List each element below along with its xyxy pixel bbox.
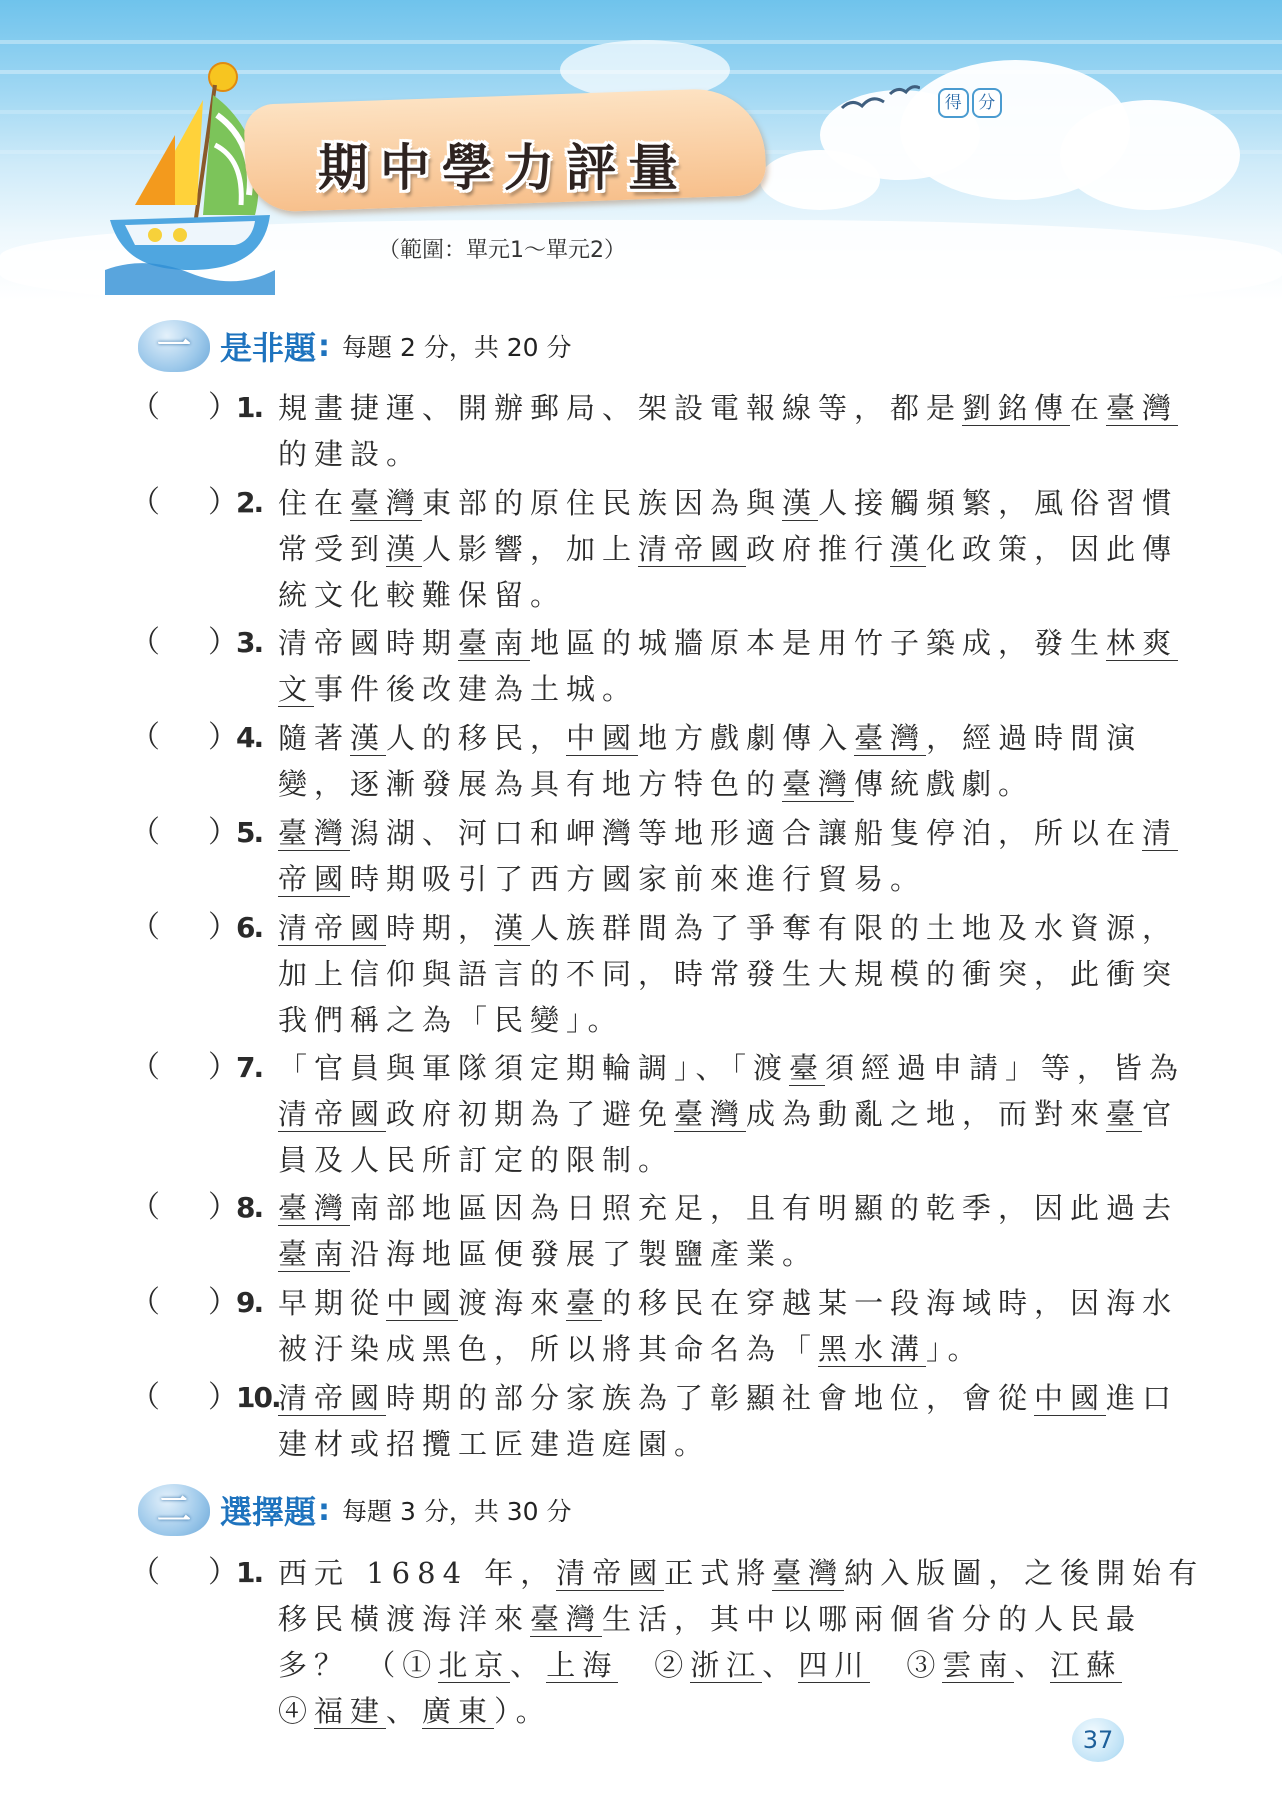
answer-blank-close: ） bbox=[208, 910, 238, 945]
answer-blank-close: ） bbox=[208, 1285, 238, 1320]
proper-noun-underline: 臺南 bbox=[278, 1237, 351, 1271]
score-badge bbox=[938, 88, 1002, 118]
question-line: 加上信仰與語言的不同，時常發生大規模的衝突，此衝突 bbox=[278, 957, 1179, 991]
answer-blank-close: ） bbox=[208, 1190, 238, 1225]
question-text bbox=[278, 385, 1274, 477]
page-header bbox=[0, 0, 1282, 300]
proper-noun-underline: 漢 bbox=[350, 721, 387, 755]
section-colon: : bbox=[318, 328, 331, 364]
question-text bbox=[278, 1375, 1274, 1467]
proper-noun-underline: 劉銘傳 bbox=[962, 391, 1071, 425]
answer-blank-open[interactable]: （ bbox=[130, 1285, 160, 1320]
question-text bbox=[278, 1280, 1274, 1372]
question-line: 的建設。 bbox=[278, 437, 423, 471]
answer-blank-open[interactable]: （ bbox=[130, 1190, 160, 1225]
question-line: 變，逐漸發展為具有地方特色的臺灣傳統戲劇。 bbox=[278, 767, 1035, 801]
answer-blank-close: ） bbox=[208, 1555, 238, 1590]
proper-noun-underline: 四川 bbox=[798, 1648, 871, 1682]
question-line: 清帝國時期的部分家族為了彰顯社會地位，會從中國進口 bbox=[278, 1381, 1179, 1415]
proper-noun-underline: 文 bbox=[278, 672, 315, 706]
proper-noun-underline: 中國 bbox=[566, 721, 639, 755]
answer-blank-close: ） bbox=[208, 1050, 238, 1085]
question-number: 1. bbox=[236, 391, 263, 424]
question-line: 我們稱之為「民變」。 bbox=[278, 1003, 624, 1037]
shell-icon bbox=[138, 320, 210, 372]
proper-noun-underline: 雲南 bbox=[942, 1648, 1015, 1682]
proper-noun-underline: 清帝國 bbox=[638, 532, 747, 566]
answer-blank-close: ） bbox=[208, 1380, 238, 1415]
question-number: 6. bbox=[236, 911, 263, 944]
proper-noun-underline: 上海 bbox=[546, 1648, 619, 1682]
question-number: 4. bbox=[236, 721, 263, 754]
question-line: 常受到漢人影響，加上清帝國政府推行漢化政策，因此傳 bbox=[278, 532, 1179, 566]
answer-blank-close: ） bbox=[208, 720, 238, 755]
score-label-char: 得 bbox=[938, 88, 969, 118]
question-line: 臺灣潟湖、河口和岬灣等地形適合讓船隻停泊，所以在清 bbox=[278, 816, 1179, 850]
shell-icon bbox=[138, 1484, 210, 1536]
question-number: 1. bbox=[236, 1556, 263, 1589]
question-line: 臺南沿海地區便發展了製鹽產業。 bbox=[278, 1237, 819, 1271]
range-subtitle: （範圍：單元1～單元2） bbox=[378, 238, 626, 263]
section-title: 是非題 bbox=[220, 329, 317, 367]
answer-blank-close: ） bbox=[208, 485, 238, 520]
question-line: 建材或招攬工匠建造庭園。 bbox=[278, 1427, 711, 1461]
question-line: 規畫捷運、開辦郵局、架設電報線等，都是劉銘傳在臺灣 bbox=[278, 391, 1179, 425]
answer-blank-open[interactable]: （ bbox=[130, 390, 160, 425]
question-line: 清帝國時期臺南地區的城牆原本是用竹子築成，發生林爽 bbox=[278, 626, 1179, 660]
question-line: 文事件後改建為土城。 bbox=[278, 672, 639, 706]
section-scoring-note: 每題 2 分，共 20 分 bbox=[342, 333, 572, 362]
question-text bbox=[278, 715, 1274, 807]
proper-noun-underline: 中國 bbox=[386, 1286, 459, 1320]
proper-noun-underline: 北京 bbox=[438, 1648, 511, 1682]
cloud bbox=[760, 150, 880, 210]
page-title: 期中學力評量 bbox=[318, 139, 690, 197]
section-number: 二 bbox=[157, 1490, 191, 1530]
proper-noun-underline: 臺灣 bbox=[854, 721, 927, 755]
answer-blank-open[interactable]: （ bbox=[130, 910, 160, 945]
proper-noun-underline: 漢 bbox=[386, 532, 423, 566]
answer-blank-open[interactable]: （ bbox=[130, 720, 160, 755]
answer-blank-close: ） bbox=[208, 390, 238, 425]
question-number: 7. bbox=[236, 1051, 263, 1084]
section-multiple-choice-header bbox=[138, 1482, 572, 1538]
answer-blank-open[interactable]: （ bbox=[130, 1050, 160, 1085]
proper-noun-underline: 帝國 bbox=[278, 862, 351, 896]
section-number: 一 bbox=[157, 326, 191, 366]
question-line: 臺灣南部地區因為日照充足，且有明顯的乾季，因此過去 bbox=[278, 1191, 1179, 1225]
question-text bbox=[278, 810, 1274, 902]
score-label-char: 分 bbox=[972, 88, 1003, 118]
question-line: 被汙染成黑色，所以將其命名為「黑水溝」。 bbox=[278, 1332, 984, 1366]
proper-noun-underline: 林爽 bbox=[1106, 626, 1179, 660]
question-line: 員及人民所訂定的限制。 bbox=[278, 1143, 675, 1177]
proper-noun-underline: 臺灣 bbox=[350, 486, 423, 520]
section-title: 選擇題 bbox=[220, 1493, 317, 1531]
answer-blank-open[interactable]: （ bbox=[130, 625, 160, 660]
question-text bbox=[278, 905, 1274, 1043]
question-line: 西元 1684 年，清帝國正式將臺灣納入版圖，之後開始有 bbox=[278, 1556, 1205, 1590]
proper-noun-underline: 廣東 bbox=[422, 1694, 495, 1728]
question-line: 移民橫渡海洋來臺灣生活，其中以哪兩個省分的人民最 bbox=[278, 1602, 1143, 1636]
proper-noun-underline: 漢 bbox=[782, 486, 819, 520]
question-line: 早期從中國渡海來臺的移民在穿越某一段海域時，因海水 bbox=[278, 1286, 1179, 1320]
proper-noun-underline: 福建 bbox=[314, 1694, 387, 1728]
question-number: 10. bbox=[236, 1381, 280, 1414]
proper-noun-underline: 漢 bbox=[890, 532, 927, 566]
question-line: ④福建、廣東）。 bbox=[278, 1694, 552, 1728]
proper-noun-underline: 清帝國 bbox=[278, 1097, 387, 1131]
answer-blank-open[interactable]: （ bbox=[130, 1380, 160, 1415]
birds-icon bbox=[840, 80, 920, 120]
proper-noun-underline: 臺灣 bbox=[278, 1191, 351, 1225]
question-text bbox=[278, 620, 1274, 712]
question-text bbox=[278, 480, 1274, 618]
question-line: 統文化較難保留。 bbox=[278, 578, 567, 612]
proper-noun-underline: 江蘇 bbox=[1050, 1648, 1123, 1682]
answer-blank-open[interactable]: （ bbox=[130, 1555, 160, 1590]
proper-noun-underline: 黑水溝 bbox=[818, 1332, 927, 1366]
question-number: 3. bbox=[236, 626, 263, 659]
question-text bbox=[278, 1185, 1274, 1277]
answer-blank-close: ） bbox=[208, 815, 238, 850]
question-line: 多？ （①北京、上海 ②浙江、四川 ③雲南、江蘇 bbox=[278, 1648, 1123, 1682]
question-line: 隨著漢人的移民，中國地方戲劇傳入臺灣，經過時間演 bbox=[278, 721, 1143, 755]
proper-noun-underline: 臺灣 bbox=[674, 1097, 747, 1131]
proper-noun-underline: 浙江 bbox=[690, 1648, 763, 1682]
proper-noun-underline: 臺灣 bbox=[782, 767, 855, 801]
proper-noun-underline: 臺灣 bbox=[772, 1556, 845, 1590]
proper-noun-underline: 臺 bbox=[1106, 1097, 1143, 1131]
proper-noun-underline: 清 bbox=[1142, 816, 1179, 850]
section-true-false-header bbox=[138, 318, 572, 374]
proper-noun-underline: 臺灣 bbox=[278, 816, 351, 850]
question-number: 5. bbox=[236, 816, 263, 849]
proper-noun-underline: 臺 bbox=[789, 1051, 826, 1085]
question-number: 2. bbox=[236, 486, 263, 519]
proper-noun-underline: 清帝國 bbox=[278, 911, 387, 945]
question-text bbox=[278, 1045, 1274, 1183]
answer-blank-open[interactable]: （ bbox=[130, 815, 160, 850]
proper-noun-underline: 臺灣 bbox=[1106, 391, 1179, 425]
question-text bbox=[278, 1550, 1274, 1734]
question-number: 9. bbox=[236, 1286, 263, 1319]
question-line: 帝國時期吸引了西方國家前來進行貿易。 bbox=[278, 862, 927, 896]
question-line: 住在臺灣東部的原住民族因為與漢人接觸頻繁，風俗習慣 bbox=[278, 486, 1179, 520]
proper-noun-underline: 清帝國 bbox=[556, 1556, 665, 1590]
proper-noun-underline: 臺南 bbox=[458, 626, 531, 660]
proper-noun-underline: 漢 bbox=[494, 911, 531, 945]
cloud bbox=[1060, 100, 1240, 210]
question-line: 清帝國時期，漢人族群間為了爭奪有限的土地及水資源， bbox=[278, 911, 1179, 945]
proper-noun-underline: 中國 bbox=[1034, 1381, 1107, 1415]
page-number: 37 bbox=[1072, 1718, 1124, 1762]
question-line: 清帝國政府初期為了避免臺灣成為動亂之地，而對來臺官 bbox=[278, 1097, 1179, 1131]
proper-noun-underline: 臺 bbox=[566, 1286, 603, 1320]
question-line: 「官員與軍隊須定期輪調」、「渡臺須經過申請」等，皆為 bbox=[278, 1051, 1186, 1085]
proper-noun-underline: 清帝國 bbox=[278, 1381, 387, 1415]
answer-blank-close: ） bbox=[208, 625, 238, 660]
question-number: 8. bbox=[236, 1191, 263, 1224]
section-scoring-note: 每題 3 分，共 30 分 bbox=[342, 1497, 572, 1526]
answer-blank-open[interactable]: （ bbox=[130, 485, 160, 520]
section-colon: : bbox=[318, 1492, 331, 1528]
proper-noun-underline: 臺灣 bbox=[530, 1602, 603, 1636]
